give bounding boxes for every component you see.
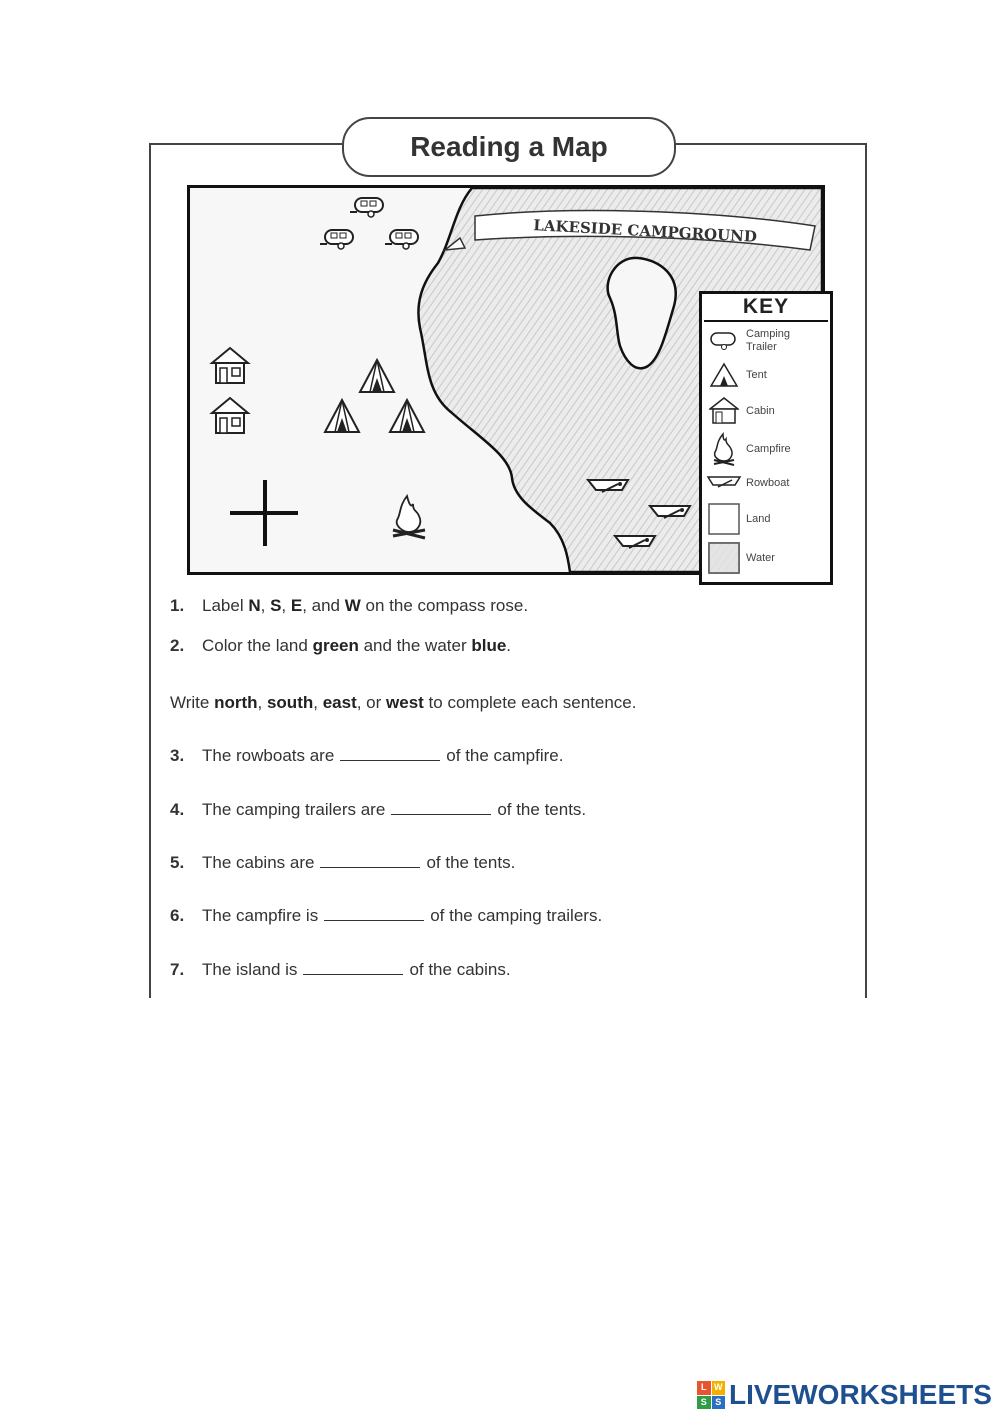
question-1: 1. Label N, S, E, and W on the compass rose. [170, 596, 529, 615]
key-label: Cabin [746, 404, 775, 417]
key-item-campfire [702, 432, 830, 466]
question-5: 5. The cabins are of the tents. [170, 853, 516, 872]
question-3: 3. The rowboats are of the campfire. [170, 746, 564, 765]
frame-right-border [865, 143, 867, 998]
svg-text:LAKESIDE CAMPGROUND: LAKESIDE CAMPGROUND [532, 216, 758, 246]
rowboat-icon [702, 466, 746, 500]
logo-mark-icon: L W S S [697, 1381, 725, 1409]
frame-left-border [149, 143, 151, 998]
key-label: Tent [746, 368, 767, 381]
question-7: 7. The island is of the cabins. [170, 960, 511, 979]
water-swatch [702, 541, 746, 575]
answer-blank[interactable] [340, 746, 440, 761]
key-item-water [702, 541, 830, 575]
key-label: Campfire [746, 442, 791, 455]
answer-blank[interactable] [320, 853, 420, 868]
key-item-camping-trailer [702, 324, 830, 358]
key-label: Rowboat [746, 476, 790, 489]
liveworksheets-logo[interactable] [697, 1378, 992, 1412]
key-item-land [702, 502, 830, 536]
key-item-cabin [702, 394, 830, 428]
question-2: 2. Color the land green and the water blue. [170, 636, 512, 655]
key-item-rowboat [702, 466, 830, 500]
cabin-icon [702, 394, 746, 428]
key-item-tent [702, 358, 830, 392]
key-title: KEY [704, 294, 828, 322]
frame-top-border [672, 143, 867, 145]
frame-top-border [149, 143, 342, 145]
tent-icon [702, 358, 746, 392]
answer-blank[interactable] [303, 960, 403, 975]
question-4: 4. The camping trailers are of the tents. [170, 800, 587, 819]
key-label: Camping Trailer [746, 328, 791, 353]
camping-trailer-icon [702, 324, 746, 358]
campfire-icon [702, 432, 746, 466]
instruction-text: Write north, south, east, or west to complete each sentence. [170, 693, 637, 712]
key-label: Land [746, 512, 771, 525]
answer-blank[interactable] [324, 906, 424, 921]
map-key [699, 291, 833, 585]
page-title: Reading a Map [342, 117, 676, 177]
brand-name: LIVEWORKSHEETS [729, 1379, 992, 1410]
answer-blank[interactable] [391, 800, 491, 815]
question-6: 6. The campfire is of the camping trailers. [170, 906, 603, 925]
key-label: Water [746, 551, 775, 564]
land-swatch [702, 502, 746, 536]
